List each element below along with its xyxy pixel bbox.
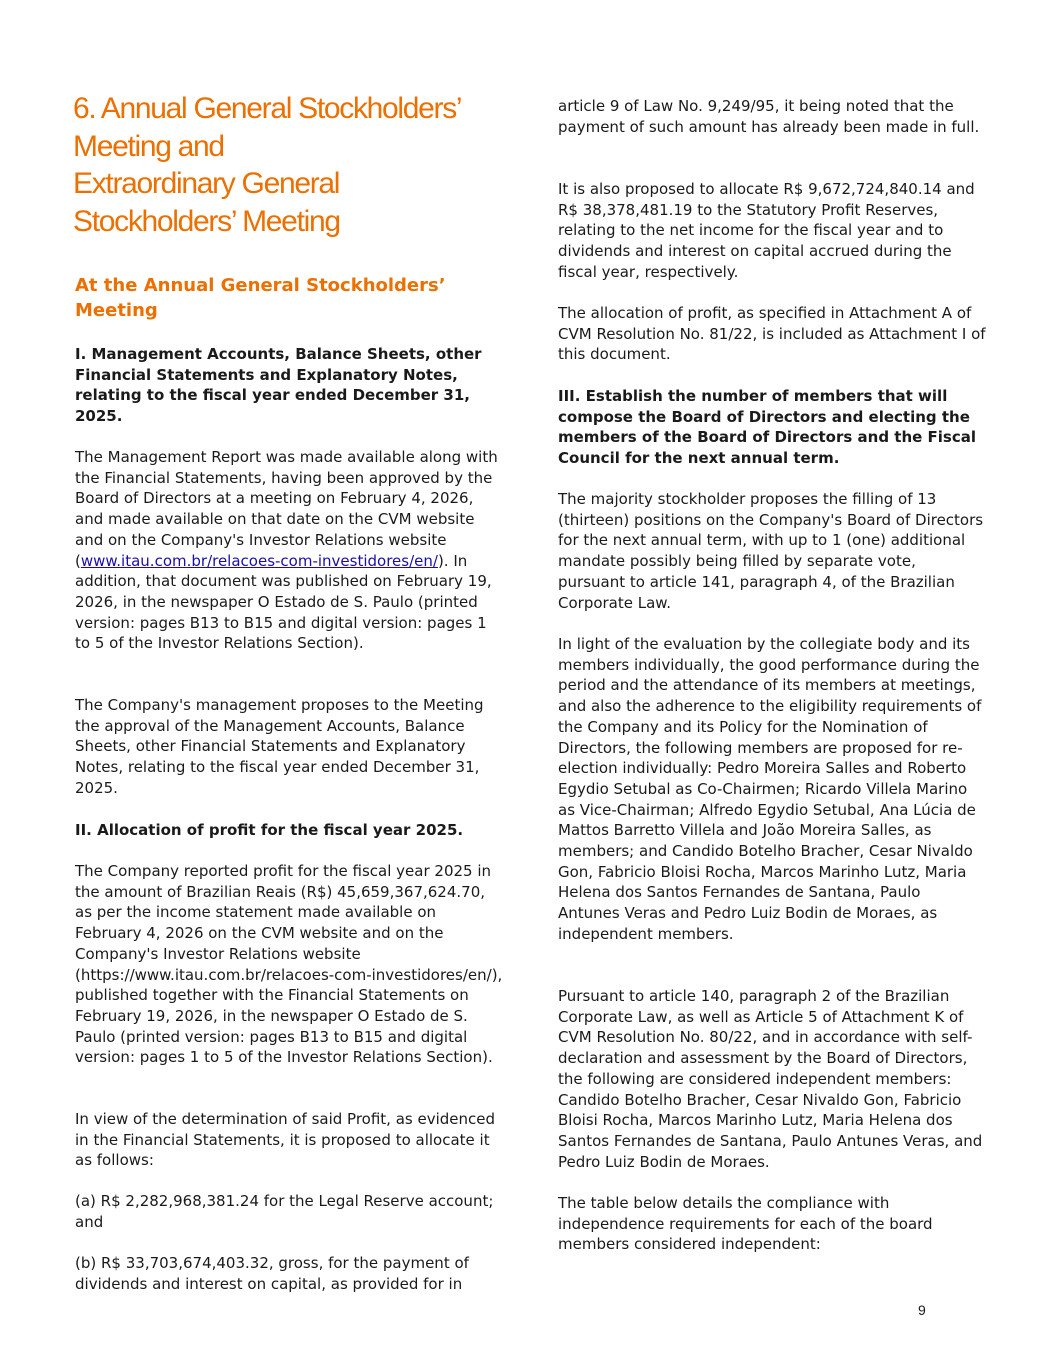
item3-paragraph-1: The majority stockholder proposes the filling of 13 (thirteen) positions on the Company's Board of Directors for the next annual term, with up to 1 (one) additional mandate possibly being filled by separate vote, pursuant to article 141, paragraph 4, of the Brazilian Corporate Law. [558,490,984,612]
title-line-2: Meeting and [73,129,224,163]
item2-paragraph-2: In view of the determination of said Profit, as evidenced in the Financial Statements, it is proposed to allocate it as follows: [75,1110,496,1170]
item2-allocation-a: (a) R$ 2,282,968,381.24 for the Legal Reserve account; and [75,1192,494,1231]
item1-text-before-link: The Management Report was made available along with the Financial Statements, having been approved by the Board of Directors at a meeting on February 4, 2026, and made available on that date on the CVM website and on the Company's Investor Relations website ( [75,448,498,570]
title-line-4: Stockholders’ Meeting [73,204,340,238]
item1-paragraph-2: The Company's management proposes to the Meeting the approval of the Management Accounts, Balance Sheets, other Financial Statements and Explanatory Notes, relating to the fiscal year ended December 31, 2025. [75,696,484,797]
item3-paragraph-2: In light of the evaluation by the collegiate body and its members individually, the good performance during the period and the attendance of its members at meetings, and also the adherence to the eligibility requirements of the Company and its Policy for the Nomination of Directors, the following members are proposed for re-election individually: Pedro Moreira Salles and Roberto Egydio Setubal as Co-Chairmen; Ricardo Villela Marino as Vice-Chairman; Alfredo Egydio Setubal, Ana Lúcia de Mattos Barretto Villela and João Moreira Salles, as members; and Candido Botelho Bracher, Cesar Nivaldo Gon, Fabricio Bloisi Rocha, Marcos Marinho Lutz, Maria Helena dos Santos Fernandes de Santana, Paulo Antunes Veras and Pedro Luiz Bodin de Moraes, as independent members. [558,635,982,943]
title-line-3: Extraordinary General [73,167,340,200]
item2-paragraph-1: The Company reported profit for the fiscal year 2025 in the amount of Brazilian Reais (R$) 45,659,367,624.70, as per the income statement made available on February 4, 2026 on the CVM website and on the Company's Investor Relations website (https://www.itau.com.br/relacoes-com-investidores/en/), published together with the Financial Statements on February 19, 2026, in the newspaper O Estado de S. Paulo (printed version: pages B13 to B15 and digital version: pages 1 to 5 of the Investor Relations Section). [75,862,503,1067]
item2-paragraph-3: It is also proposed to allocate R$ 9,672,724,840.14 and R$ 38,378,481.19 to the Statutory Profit Reserves, relating to the net income for the fiscal year and to dividends and interest on capital accrued during the fiscal year, respectively. [558,180,975,281]
section-title: At the Annual General Stockholders’ Meeting [75,275,446,321]
item2-allocation-b-start: (b) R$ 33,703,674,403.32, gross, for the payment of dividends and interest on capital, as provided for in [75,1254,469,1293]
item3-heading: III. Establish the number of members that will compose the Board of Directors and electing the members of the Board of Directors and the Fiscal Council for the next annual term. [558,387,977,468]
item1-text-after-link: ). In addition, that document was published on February 19, 2026, in the newspaper O Estado de S. Paulo (printed version: pages B13 to B15 and digital version: pages 1 to 5 of the Investor Relations Section). [75,551,492,653]
item2-paragraph-4: The allocation of profit, as specified in Attachment A of CVM Resolution No. 81/22, is included as Attachment I of this document. [558,304,986,364]
item1-paragraph-1 [75,447,503,654]
item3-paragraph-3: Pursuant to article 140, paragraph 2 of the Brazilian Corporate Law, as well as Article 5 of Attachment K of CVM Resolution No. 80/22, and in accordance with self-declaration and assessment by the Board of Directors, the following are considered independent members: Candido Botelho Bracher, Cesar Nivaldo Gon, Fabricio Bloisi Rocha, Marcos Marinho Lutz, Maria Helena dos Santos Fernandes de Santana, Paulo Antunes Veras, and Pedro Luiz Bodin de Moraes. [558,987,983,1171]
title-line-1: 6. Annual General Stockholders’ [73,92,462,125]
investor-relations-link[interactable]: www.itau.com.br/relacoes-com-investidores/en/ [80,551,438,570]
item2-allocation-b-continued: article 9 of Law No. 9,249/95, it being noted that the payment of such amount has already been made in full. [558,97,980,136]
page-title [73,90,503,240]
item2-heading: II. Allocation of profit for the fiscal year 2025. [75,821,464,839]
page-number: 9 [918,1302,926,1318]
item1-heading: I. Management Accounts, Balance Sheets, other Financial Statements and Explanatory Notes, relating to the fiscal year ended December 31, 2025. [75,345,482,426]
item3-paragraph-4: The table below details the compliance with independence requirements for each of the board members considered independent: [558,1194,933,1254]
